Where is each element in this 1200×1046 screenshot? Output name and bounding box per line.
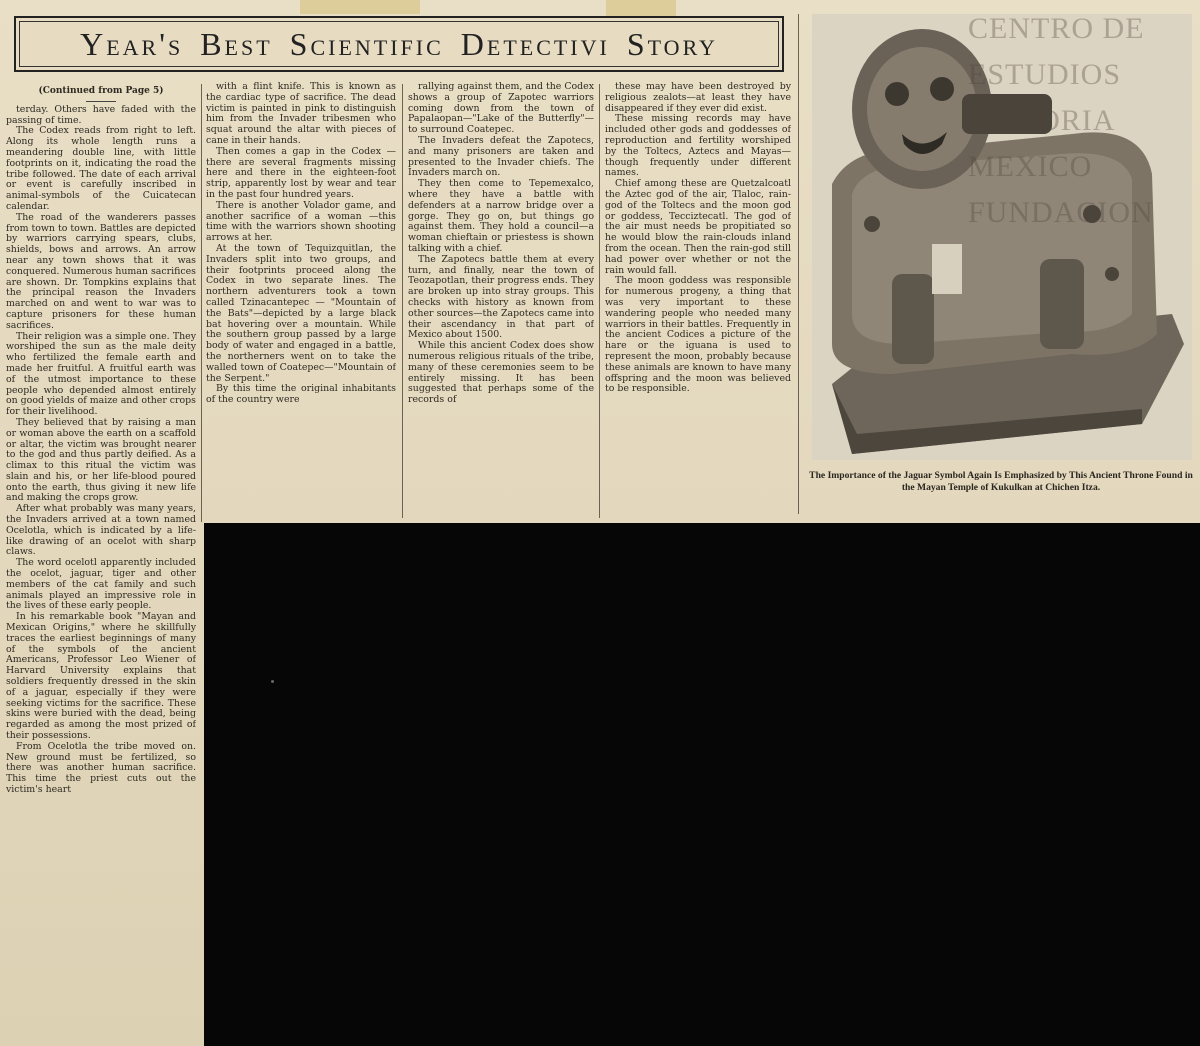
paragraph: rallying against them, and the Codex shows a group of Zapotec warriors coming down from the town of Papalaopan—"Lake of the Butterfly"—to surround Coatepec.: [408, 82, 594, 136]
paragraph: The Codex reads from right to left. Along its whole length runs a meandering double line, with little footprints on it, indicating the road the tribe followed. The date of each arrival or event is carefully inscribed in animal-symbols of the Cuicatecan calendar.: [6, 125, 196, 212]
stamp-line: HISTORIA: [968, 104, 1116, 137]
paragraph: By this time the original inhabitants of the country were: [206, 383, 396, 406]
column-rule: [201, 84, 202, 522]
paragraph: terday. Others have faded with the passing of time.: [6, 103, 196, 126]
paragraph: While this ancient Codex does show numerous religious rituals of the tribe, many of these ceremonies seem to be entirely missing. It has been suggested that perhaps some of the records of: [408, 340, 594, 406]
paragraph: The Zapotecs battle them at every turn, and finally, near the town of Teozapotlan, their progress ends. They are broken up into stray groups. This checks with history as known from other sources—the Zapotecs came into their ascendancy in that part of Mexico about 1500.: [408, 253, 594, 341]
stamp-line: CENTRO DE: [968, 12, 1145, 45]
paragraph: these may have been destroyed by religious zealots—at least they have disappeared if they ever did exist.: [605, 82, 791, 114]
paragraph: Their religion was a simple one. They worshiped the sun as the male deity who fertilized the female earth and made her fruitful. A fruitful earth was of the utmost importance to these people who depended almost entirely on good yields of maize and other crops for their livelihood.: [6, 330, 196, 418]
archive-stamp: [968, 6, 1200, 296]
paragraph: Then comes a gap in the Codex —there are several fragments missing here and there in the eighteen-foot strip, apparently lost by wear and tear in the past four hundred years.: [206, 145, 396, 200]
stamp-line: MEXICO: [968, 150, 1093, 183]
paragraph: They believed that by raising a man or woman above the earth on a scaffold or altar, the victim was brought nearer to the god and thus partly deified. As a climax to this ritual the victim was slain and his, or her life-blood poured onto the earth, thus giving it new life and making the crops grow.: [6, 416, 196, 504]
paragraph: In his remarkable book "Mayan and Mexican Origins," where he skillfully traces the earliest beginnings of many of the symbols of the ancient Americans, Professor Leo Wiener of Harvard University explains that soldiers frequently dressed in the skin of a jaguar, especially if they were seeking victims for the sacrifice. These skins were buried with the dead, being regarded as among the most prized of their possessions.: [6, 611, 196, 742]
paragraph: The Invaders defeat the Zapotecs, and many prisoners are taken and presented to the Invader chiefs. The Invaders march on.: [408, 134, 594, 179]
paragraph: These missing records may have included other gods and goddesses of reproduction and fertility worshiped by the Toltecs, Aztecs and Mayas—though frequently under different names.: [605, 113, 791, 179]
continued-note: (Continued from Page 5): [38, 86, 164, 96]
paragraph: with a flint knife. This is known as the cardiac type of sacrifice. The dead victim is painted in pink to distinguish him from the Invader tribesmen who squat around the altar with pieces of cane in their hands.: [206, 82, 396, 146]
speck: [271, 680, 274, 683]
stamp-line: FUNDACION: [968, 196, 1154, 229]
paragraph: The moon goddess was responsible for numerous progeny, a thing that was very important to these wandering people who needed many warriors in their battles. Frequently in the ancient Codices a picture of the hare or the iguana is used to represent the moon, probably because these animals are known to have many offspring and the moon was believed to be responsible.: [605, 275, 791, 395]
paragraph: There is another Volador game, and another sacrifice of a woman —this time with the warriors shown shooting arrows at her.: [206, 199, 396, 244]
headline: Year's Best Scientific Detectivi Story: [80, 25, 718, 62]
paragraph: Chief among these are Quetzalcoatl the Aztec god of the air, Tlaloc, rain-god of the Toltecs and the moon god or goddess, Tecciztecatl. The god of the air must needs be propitiated so he would blow the rain-clouds inland from the ocean. Then the rain-god still had power over whether or not the rain would fall.: [605, 178, 791, 276]
stamp-line: ESTUDIOS: [968, 58, 1122, 91]
article-column-2: [206, 82, 396, 516]
paragraph: The word ocelotl apparently included the ocelot, jaguar, tiger and other members of the cat family and such animals played an impressive role in the lives of these early people.: [6, 557, 196, 612]
column-rule: [599, 84, 600, 518]
column-rule: [402, 84, 403, 518]
paragraph: After what probably was many years, the Invaders arrived at a town named Ocelotla, which is indicated by a life-like drawing of an ocelot with sharp claws.: [6, 503, 196, 558]
article-column-3: [408, 82, 594, 516]
paragraph: They then come to Tepemexalco, where they have a battle with defenders at a narrow bridge over a gorge. They go on, but things go against them. They hold a council—a woman chieftain or priestess is shown talking with a chief.: [408, 178, 594, 254]
paragraph: The road of the wanderers passes from town to town. Battles are depicted by warriors carrying spears, clubs, shields, bows and arrows. An arrow near any town shows that it was conquered. Numerous human sacrifices are shown. Dr. Tompkins explains that the principal reason the Invaders marched on and went to war was to capture prisoners for these human sacrifices.: [6, 211, 196, 331]
paragraph: From Ocelotla the tribe moved on. New ground must be fertilized, so there was another human sacrifice. This time the priest cuts out the victim's heart: [6, 740, 196, 795]
headline-box: [14, 16, 784, 72]
article-column-1: [6, 86, 196, 1046]
photo-caption: The Importance of the Jaguar Symbol Again Is Emphasized by This Ancient Throne Found in the Mayan Temple of Kukulkan at Chichen Itza.: [809, 470, 1193, 493]
column-rule: [798, 14, 799, 514]
tape-strip: [300, 0, 420, 14]
blacked-out-region: [204, 523, 1200, 1046]
article-column-4: [605, 82, 791, 516]
short-rule: [86, 101, 116, 102]
paragraph: At the town of Tequizquitlan, the Invaders split into two groups, and their footprints proceed along the Codex in two separate lines. The northern adventurers took a town called Tzinacantepec — "Mountain of the Bats"—depicted by a large black bat hovering over a mountain. While the southern group passed by a large body of water and engaged in a battle, the northerners went on to take the walled town of Coatepec—"Mountain of the Serpent.": [206, 242, 396, 384]
